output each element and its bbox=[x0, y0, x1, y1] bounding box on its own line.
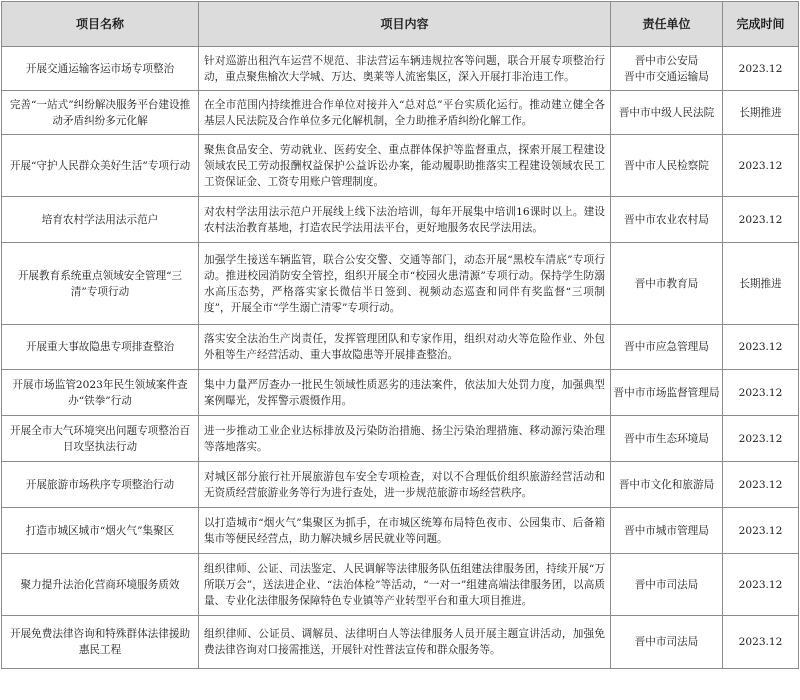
project-name-cell: 开展市场监管2023年民生领域案件查办“铁拳”行动 bbox=[2, 370, 199, 416]
project-content-cell: 加强学生接送车辆监管，联合公安交警、交通等部门，动态开展“黑校车清底”专项行动。推进校园消防安全管控，组织开展全市“校园火患清源”专项行动。保持学生防溺水高压态势，严格落实家长微信半日签到、视频动态巡查和同伴有奖监督“三项制度”，开展全市“学生溺亡清零”专项行动。 bbox=[199, 243, 611, 325]
project-content-cell: 对城区部分旅行社开展旅游包车安全专项检查，对以不合理低价组织旅游经营活动和无资质经营旅游业务等行为进行查处，进一步规范旅游市场经营秩序。 bbox=[199, 462, 611, 508]
completion-time-cell: 2023.12 bbox=[723, 325, 799, 370]
project-name-cell: 培育农村学法用法示范户 bbox=[2, 197, 199, 243]
table-row bbox=[2, 91, 799, 135]
table-row bbox=[2, 616, 799, 669]
responsible-unit-cell: 晋中市司法局 bbox=[611, 616, 723, 669]
completion-time-cell: 2023.12 bbox=[723, 135, 799, 197]
responsible-unit-cell: 晋中市中级人民法院 bbox=[611, 91, 723, 135]
project-content-cell: 进一步推动工业企业达标排放及污染防治措施、扬尘污染治理措施、移动源污染治理等落地落实。 bbox=[199, 416, 611, 462]
project-name-cell: 开展全市大气环境突出问题专项整治百日攻坚执法行动 bbox=[2, 416, 199, 462]
completion-time-cell: 2023.12 bbox=[723, 508, 799, 554]
table-row bbox=[2, 554, 799, 616]
project-content-cell: 组织律师、公证员、调解员、法律明白人等法律服务人员开展主题宣讲活动，加强免费法律咨询对口接需推送，开展针对性普法宣传和群众服务等。 bbox=[199, 616, 611, 669]
completion-time-cell: 2023.12 bbox=[723, 370, 799, 416]
responsible-unit-cell: 晋中市人民检察院 bbox=[611, 135, 723, 197]
header-completion-time: 完成时间 bbox=[723, 2, 799, 47]
completion-time-cell: 长期推进 bbox=[723, 243, 799, 325]
table-row bbox=[2, 508, 799, 554]
table-row bbox=[2, 47, 799, 91]
project-content-cell: 针对巡游出租汽车运营不规范、非法营运车辆违规拉客等问题，联合开展专项整治行动，重点聚焦榆次大学城、万达、奥莱等人流密集区，深入开展打非治违工作。 bbox=[199, 47, 611, 91]
project-content-cell: 以打造城市“烟火气”集聚区为抓手，在市城区统筹布局特色夜市、公园集市、后备箱集市等便民经营点，助力解决城乡居民就业等问题。 bbox=[199, 508, 611, 554]
project-table bbox=[1, 1, 799, 669]
project-name-cell: 完善“一站式”纠纷解决服务平台建设推动矛盾纠纷多元化解 bbox=[2, 91, 199, 135]
project-name-cell: 开展交通运输客运市场专项整治 bbox=[2, 47, 199, 91]
project-name-cell: 聚力提升法治化营商环境服务质效 bbox=[2, 554, 199, 616]
responsible-unit-cell: 晋中市生态环境局 bbox=[611, 416, 723, 462]
project-name-cell: 开展重大事故隐患专项排查整治 bbox=[2, 325, 199, 370]
responsible-unit-cell: 晋中市教育局 bbox=[611, 243, 723, 325]
responsible-unit-cell: 晋中市应急管理局 bbox=[611, 325, 723, 370]
project-name-cell: 打造市城区城市“烟火气”集聚区 bbox=[2, 508, 199, 554]
completion-time-cell: 2023.12 bbox=[723, 554, 799, 616]
responsible-unit-cell: 晋中市公安局 晋中市交通运输局 bbox=[611, 47, 723, 91]
table-row bbox=[2, 135, 799, 197]
responsible-unit-cell: 晋中市市场监督管理局 bbox=[611, 370, 723, 416]
project-name-cell: 开展旅游市场秩序专项整治行动 bbox=[2, 462, 199, 508]
table-row bbox=[2, 416, 799, 462]
responsible-unit-cell: 晋中市农业农村局 bbox=[611, 197, 723, 243]
project-name-cell: 开展教育系统重点领域安全管理“三清”专项行动 bbox=[2, 243, 199, 325]
responsible-unit-cell: 晋中市城市管理局 bbox=[611, 508, 723, 554]
project-name-cell: 开展免费法律咨询和特殊群体法律援助惠民工程 bbox=[2, 616, 199, 669]
table-row bbox=[2, 197, 799, 243]
table-row bbox=[2, 370, 799, 416]
header-project-name: 项目名称 bbox=[2, 2, 199, 47]
completion-time-cell: 2023.12 bbox=[723, 47, 799, 91]
project-content-cell: 聚焦食品安全、劳动就业、医药安全、重点群体保护等监督重点，探索开展工程建设领域农民工劳动报酬权益保护公益诉讼办案，能动履职助推落实工程建设领域农民工工资保证金、工资专用账户管理制度。 bbox=[199, 135, 611, 197]
table-row bbox=[2, 243, 799, 325]
project-name-cell: 开展“守护人民群众美好生活”专项行动 bbox=[2, 135, 199, 197]
table-row bbox=[2, 325, 799, 370]
table-body bbox=[2, 47, 799, 669]
completion-time-cell: 2023.12 bbox=[723, 416, 799, 462]
table-header-row bbox=[2, 2, 799, 47]
completion-time-cell: 2023.12 bbox=[723, 197, 799, 243]
project-content-cell: 落实安全法治生产岗责任，发挥管理团队和专家作用，组织对动火等危险作业、外包外租等生产经营活动、重大事故隐患等开展排查整治。 bbox=[199, 325, 611, 370]
completion-time-cell: 2023.12 bbox=[723, 616, 799, 669]
responsible-unit-cell: 晋中市司法局 bbox=[611, 554, 723, 616]
completion-time-cell: 长期推进 bbox=[723, 91, 799, 135]
responsible-unit-cell: 晋中市文化和旅游局 bbox=[611, 462, 723, 508]
project-content-cell: 在全市范围内持续推进合作单位对接并入“总对总”平台实质化运行。推动建立健全各基层人民法院及合作单位多元化解机制，全力助推矛盾纠纷化解工作。 bbox=[199, 91, 611, 135]
project-content-cell: 对农村学法用法示范户开展线上线下法治培训，每年开展集中培训16课时以上。建设农村法治教育基地，打造农民学法用法平台，更好地服务农民学法用法。 bbox=[199, 197, 611, 243]
header-responsible-unit: 责任单位 bbox=[611, 2, 723, 47]
project-content-cell: 组织律师、公证、司法鉴定、人民调解等法律服务队伍组建法律服务团，持续开展“万所联万会”，送法进企业、“法治体检”等活动，“一对一”组建高端法律服务团，以高质量、专业化法律服务保障特色专业镇等产业转型平台和重大项目推进。 bbox=[199, 554, 611, 616]
completion-time-cell: 2023.12 bbox=[723, 462, 799, 508]
project-content-cell: 集中力量严厉查办一批民生领域性质恶劣的违法案件，依法加大处罚力度，加强典型案例曝光，发挥警示震慑作用。 bbox=[199, 370, 611, 416]
table-row bbox=[2, 462, 799, 508]
header-project-content: 项目内容 bbox=[199, 2, 611, 47]
